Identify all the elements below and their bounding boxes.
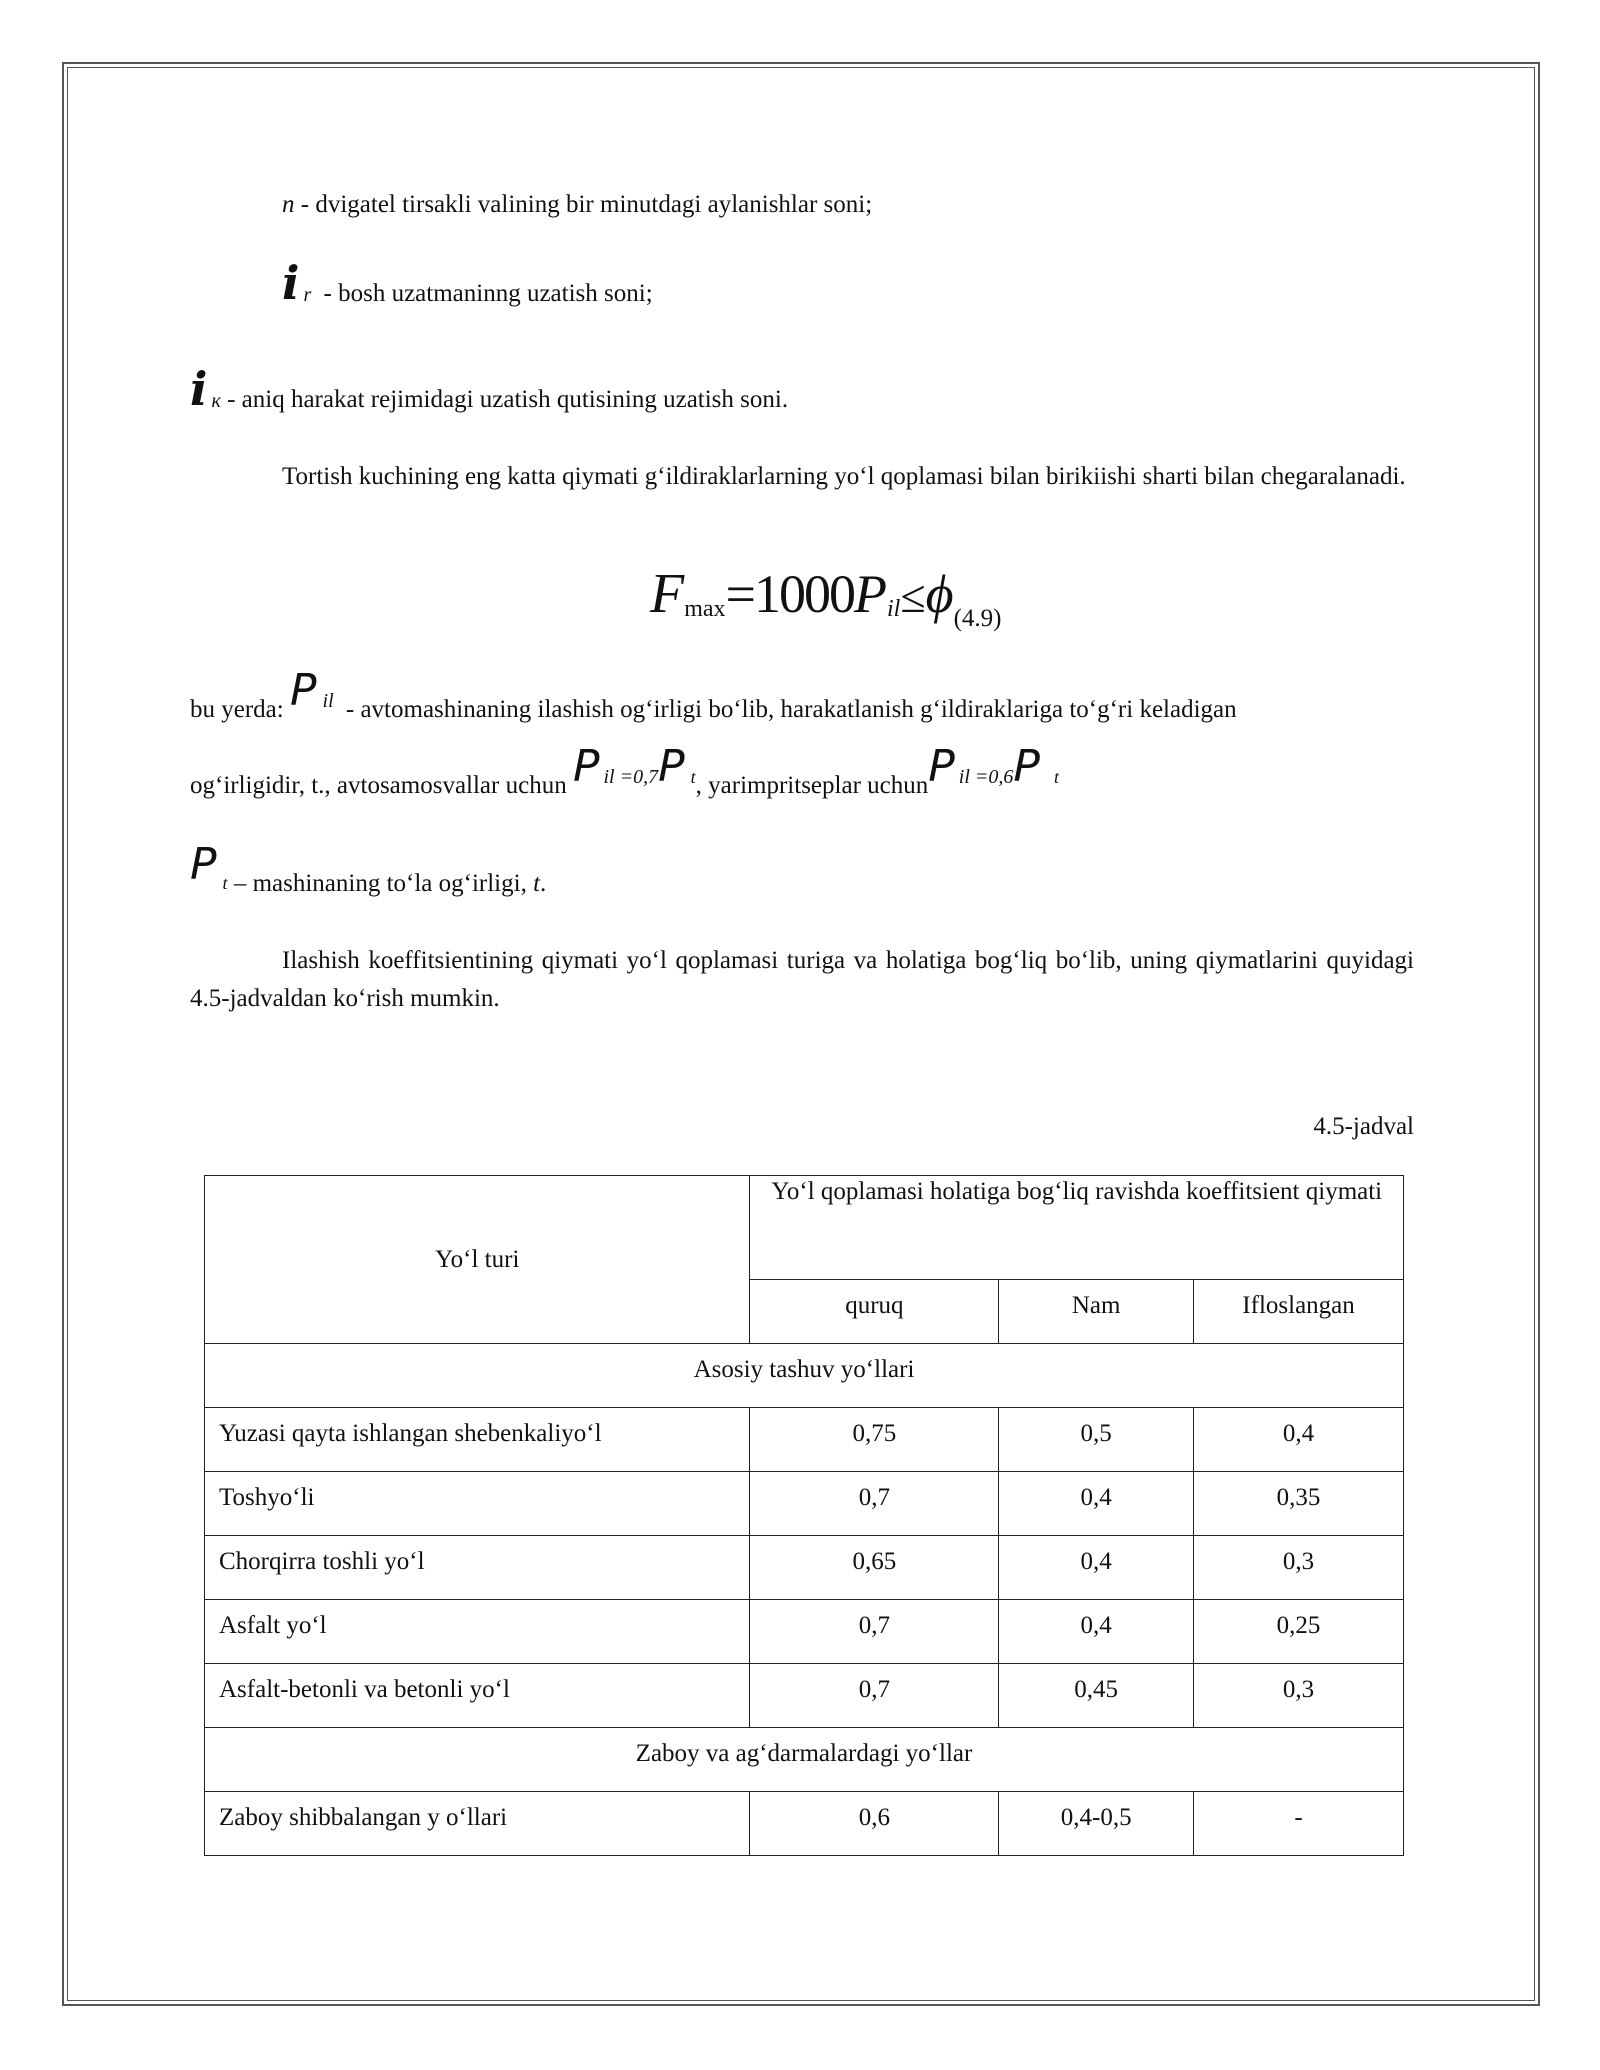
symbol-p-sub: t (222, 873, 228, 893)
explanation-line-3-end: . (540, 870, 547, 897)
symbol-p-sub: t (1053, 767, 1059, 787)
value-dry: 0,7 (750, 1600, 999, 1664)
symbol-p: P (289, 665, 317, 716)
value-dry: 0,7 (750, 1664, 999, 1728)
definition-ik-text: - aniq harakat rejimidagi uzatish qutisining uzatish soni. (220, 386, 789, 413)
formula-P: P (854, 564, 888, 624)
road-name: Yuzasi qayta ishlangan shebenkaliyo‘l (205, 1408, 750, 1472)
formula-4-9 (650, 562, 1001, 642)
explanation-line-3 (190, 839, 547, 916)
formula-F: F (650, 563, 685, 625)
symbol-i-sub: к (211, 390, 221, 412)
definition-ir (282, 254, 653, 324)
value-wet: 0,4 (999, 1472, 1194, 1536)
formula-phi: ϕ (925, 564, 954, 624)
symbol-p-sub: il =0,6 (958, 766, 1014, 788)
symbol-p: P (190, 839, 217, 890)
value-wet: 0,4 (999, 1600, 1194, 1664)
paragraph-coefficient: Ilashish koeffitsientining qiymati yo‘l qoplamasi turiga va holatiga bog‘liq bo‘lib, uning qiymatlarini quyidagi 4.5-jadvaldan ko‘rish mumkin. (190, 947, 1414, 1012)
explanation-line-1 (190, 665, 1237, 742)
table-caption: 4.5-jadval (1313, 1113, 1414, 1140)
road-name: Zaboy shibbalangan y o‘llari (205, 1792, 750, 1856)
symbol-p: P (1013, 741, 1040, 792)
value-dirty: 0,3 (1194, 1536, 1404, 1600)
value-dirty: 0,35 (1194, 1472, 1404, 1536)
header-dirty: Ifloslangan (1194, 1280, 1404, 1344)
explanation-line-2-text: og‘irligidir, t., avtosamosvallar uchun (190, 772, 573, 799)
formula-le: ≤ (900, 571, 926, 622)
formula-rest: =1000 (725, 564, 855, 624)
value-wet: 0,5 (999, 1408, 1194, 1472)
symbol-p: P (658, 741, 685, 792)
explanation-line-2 (190, 741, 1059, 818)
road-name: Asfalt yo‘l (205, 1600, 750, 1664)
explanation-line-3-text: – mashinaning to‘la og‘irligi, (227, 870, 534, 897)
explanation-line-2-mid: , yarimpritseplar uchun (695, 772, 929, 799)
symbol-p-sub: t (690, 767, 696, 787)
symbol-i-sub: r (303, 284, 312, 306)
value-dry: 0,75 (750, 1408, 999, 1472)
coefficient-table (204, 1175, 1404, 1856)
header-wet: Nam (999, 1280, 1194, 1344)
definition-n-text: - dvigatel tirsakli valining bir minutdagi aylanishlar soni; (294, 191, 873, 218)
road-name: Chorqirra toshli yo‘l (205, 1536, 750, 1600)
value-dirty: 0,25 (1194, 1600, 1404, 1664)
header-coefficient-group: Yo‘l qoplamasi holatiga bog‘liq ravishda koeffitsient qiymati (750, 1176, 1404, 1280)
explanation-line-3-t: t (533, 870, 541, 897)
symbol-p: P (572, 741, 600, 792)
value-dry: 0,6 (750, 1792, 999, 1856)
formula-P-sub: il (887, 596, 901, 622)
table-row (205, 1664, 1404, 1728)
paragraph-traction: Tortish kuchining eng katta qiymati g‘ildiraklarlarning yo‘l qoplamasi bilan birikiishi sharti bilan chegaralanadi. (282, 463, 1406, 490)
value-dirty: - (1194, 1792, 1404, 1856)
formula-F-sub: max (684, 596, 726, 622)
formula-number: (4.9) (953, 605, 1002, 632)
table-row (205, 1408, 1404, 1472)
table-row (205, 1792, 1404, 1856)
symbol-n: n (282, 191, 295, 218)
symbol-p-sub: il (322, 690, 334, 712)
explanation-line-1-text: - avtomashinaning ilashish og‘irligi bo‘lib, harakatlanish g‘ildiraklariga to‘g‘ri keladigan (339, 696, 1237, 723)
section-header-pit-roads: Zaboy va ag‘darmalardagi yo‘llar (205, 1728, 1404, 1792)
symbol-p: P (928, 741, 955, 792)
value-wet: 0,4-0,5 (999, 1792, 1194, 1856)
explanation-prefix: bu yerda: (190, 696, 290, 723)
value-wet: 0,45 (999, 1664, 1194, 1728)
symbol-i: i (282, 256, 300, 310)
definition-ir-text: - bosh uzatmaninng uzatish soni; (317, 280, 653, 307)
road-name: Asfalt-betonli va betonli yo‘l (205, 1664, 750, 1728)
symbol-p-sub: il =0,7 (603, 766, 659, 788)
definition-ik (190, 360, 788, 430)
header-road-type: Yo‘l turi (205, 1176, 750, 1344)
table-row (205, 1472, 1404, 1536)
section-header-main-roads: Asosiy tashuv yo‘llari (205, 1344, 1404, 1408)
value-wet: 0,4 (999, 1536, 1194, 1600)
value-dry: 0,7 (750, 1472, 999, 1536)
table-row (205, 1600, 1404, 1664)
definition-n (282, 186, 872, 224)
header-dry: quruq (750, 1280, 999, 1344)
table-row (205, 1536, 1404, 1600)
value-dirty: 0,3 (1194, 1664, 1404, 1728)
value-dirty: 0,4 (1194, 1408, 1404, 1472)
value-dry: 0,65 (750, 1536, 999, 1600)
symbol-i: i (190, 362, 208, 416)
road-name: Toshyo‘li (205, 1472, 750, 1536)
